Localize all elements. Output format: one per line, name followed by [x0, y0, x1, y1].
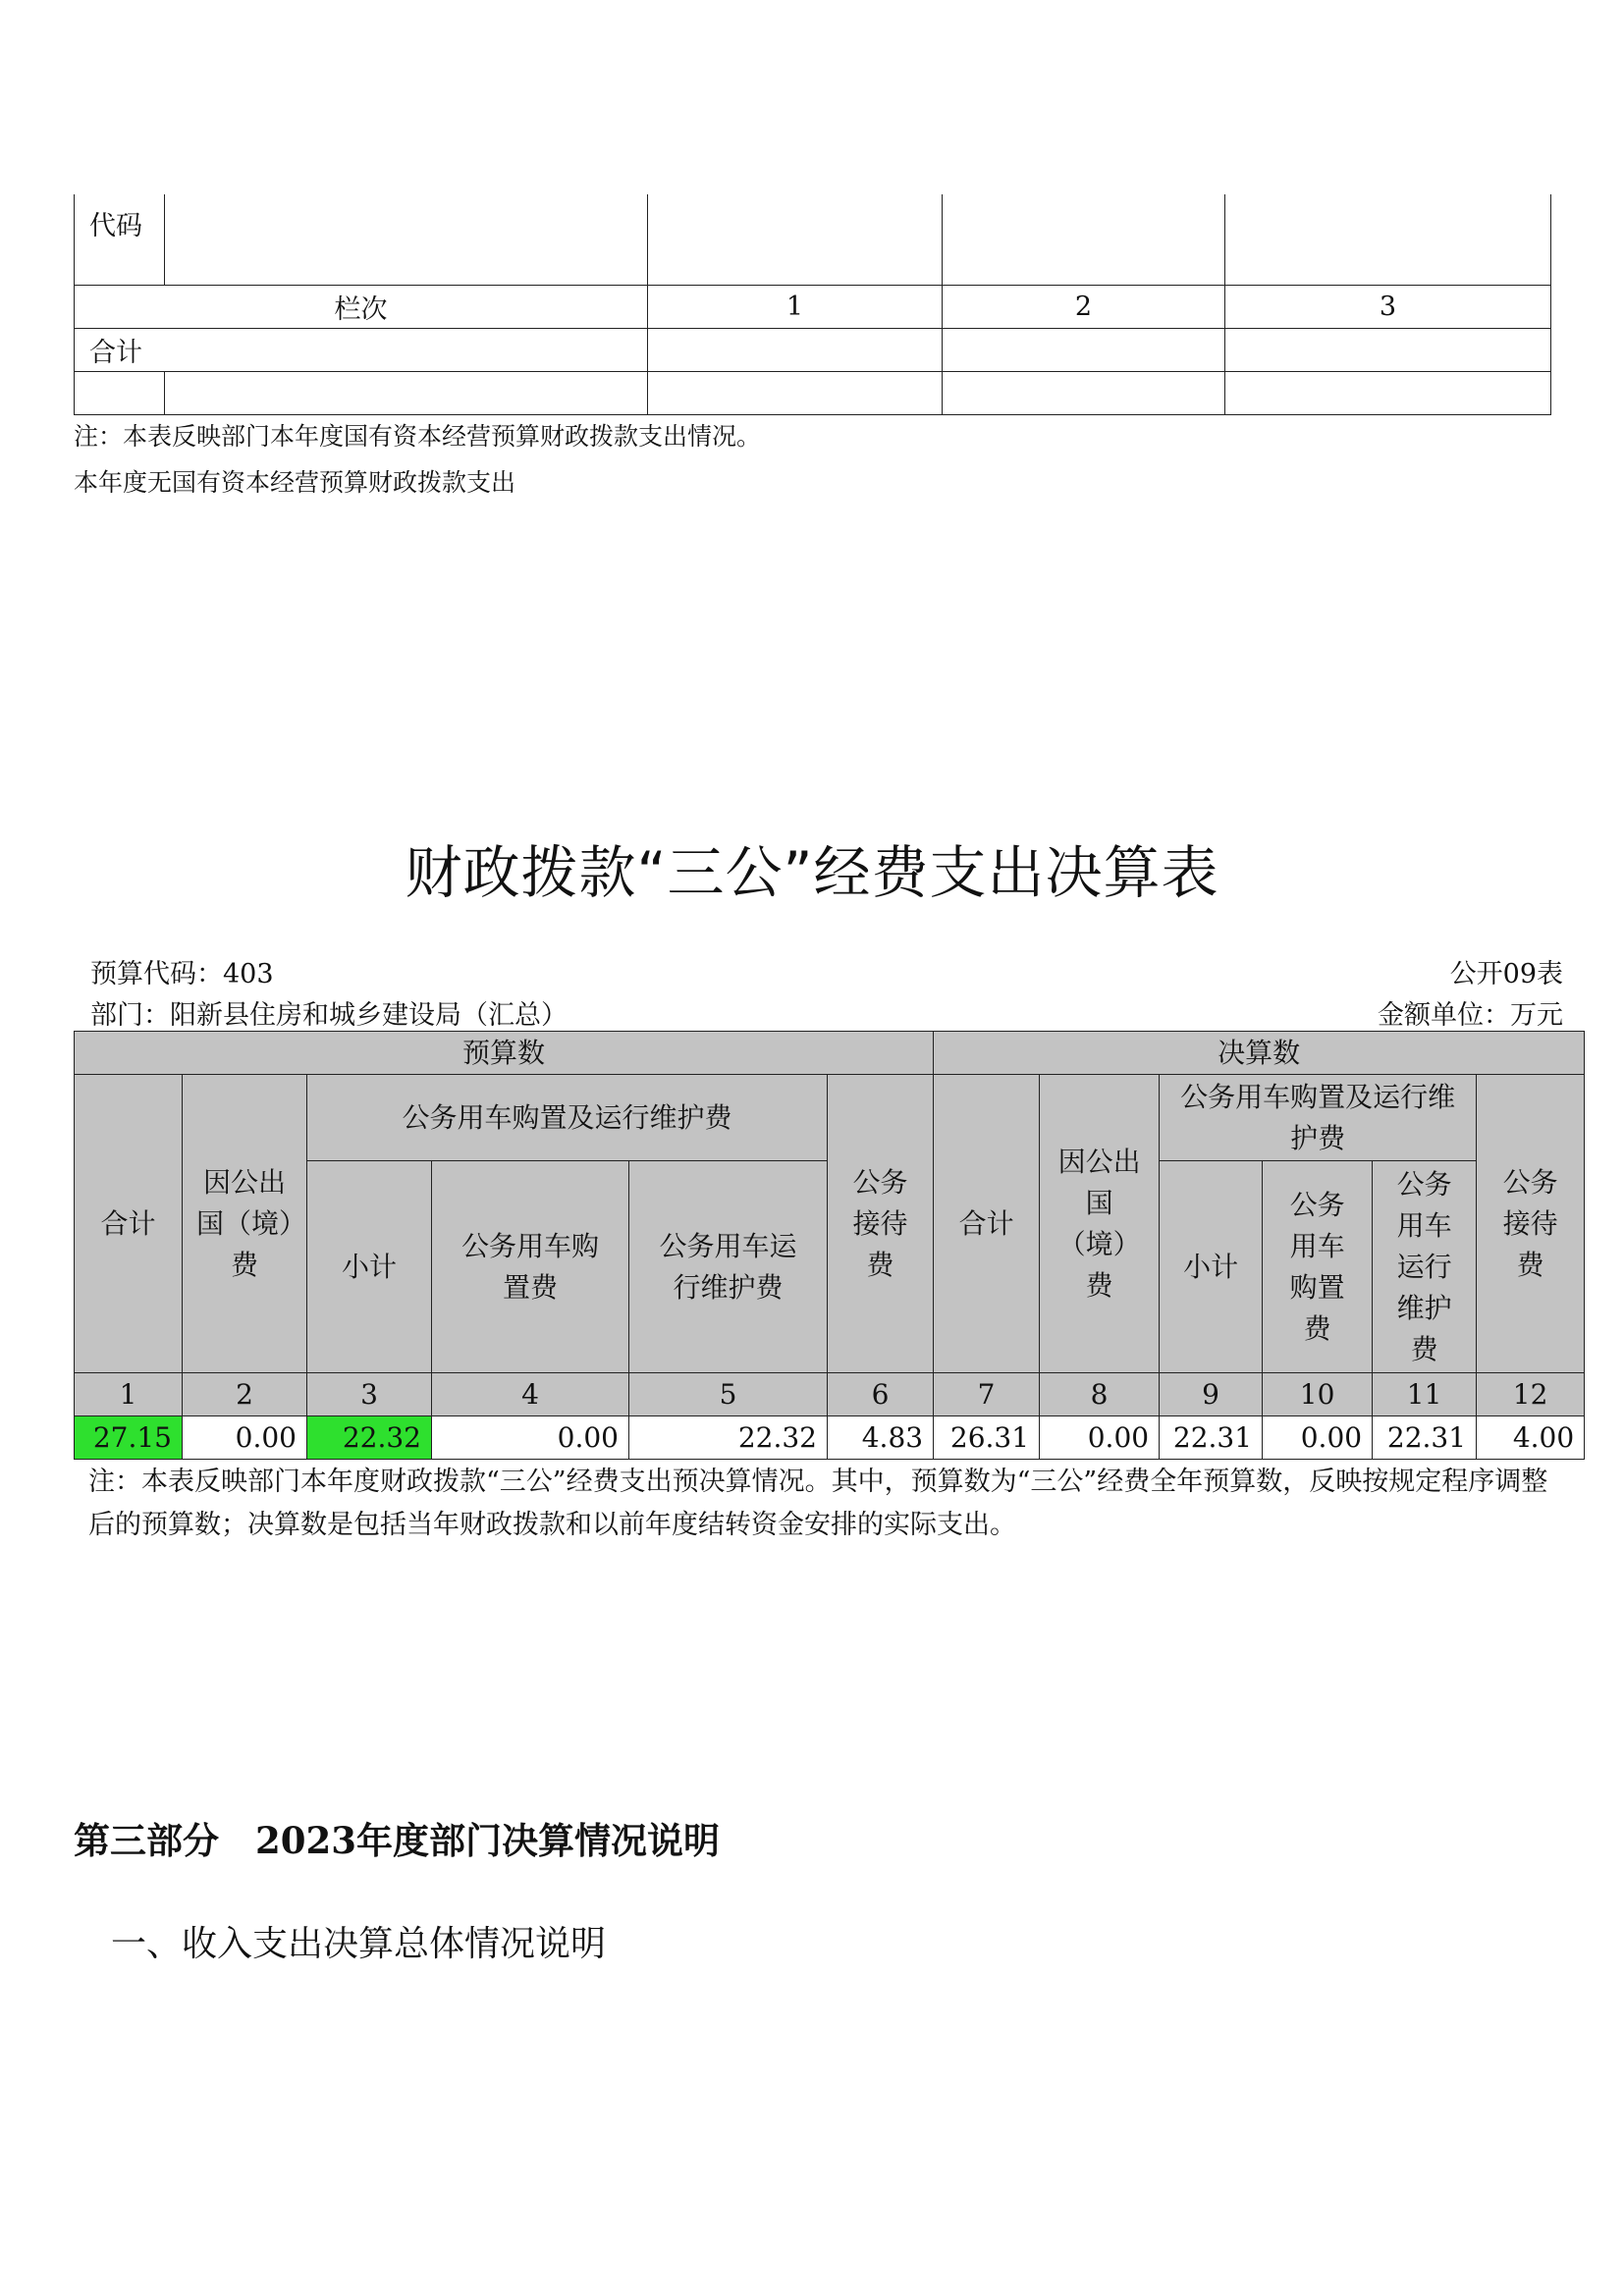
- budget-header: 预算数: [75, 1032, 934, 1075]
- col-number: 10: [1263, 1373, 1373, 1416]
- final-subtotal-header: 小计: [1160, 1161, 1263, 1373]
- code-label: 代码: [89, 211, 142, 241]
- budget-total-header: 合计: [75, 1075, 183, 1373]
- col-number: 3: [1225, 285, 1551, 328]
- final-header: 决算数: [934, 1032, 1585, 1075]
- department-label: 部门：阳新县住房和城乡建设局（汇总）: [90, 1000, 568, 1031]
- col-number: 11: [1373, 1373, 1477, 1416]
- value-cell: 0.00: [432, 1416, 629, 1460]
- final-car-purchase-header: 公务用车购置费: [1263, 1161, 1373, 1373]
- col-number: 2: [183, 1373, 307, 1416]
- value-cell: 22.31: [1160, 1416, 1263, 1460]
- value-cell: 0.00: [1040, 1416, 1160, 1460]
- table-note: 注：本表反映部门本年度财政拨款“三公”经费支出预决算情况。其中，预算数为“三公”经费全年预算数，反映按规定程序调整后的预算数；决算数是包括当年财政拨款和以前年度结转资金安排的实际支出。: [88, 1467, 1548, 1540]
- unit-label: 金额单位：万元: [1378, 1000, 1563, 1031]
- budget-subtotal-header: 小计: [307, 1161, 432, 1373]
- value-cell: 22.32: [307, 1416, 432, 1460]
- value-cell: 26.31: [934, 1416, 1040, 1460]
- final-car-group-header: 公务用车购置及运行维护费: [1160, 1075, 1477, 1161]
- budget-abroad-header: 因公出国（境）费: [183, 1075, 307, 1373]
- col-number: 2: [943, 285, 1225, 328]
- col-number: 7: [934, 1373, 1040, 1416]
- value-cell: 0.00: [1263, 1416, 1373, 1460]
- col-number: 3: [307, 1373, 432, 1416]
- value-cell: 22.31: [1373, 1416, 1477, 1460]
- value-cell: 22.32: [629, 1416, 828, 1460]
- final-abroad-header: 因公出国（境）费: [1040, 1075, 1160, 1373]
- budget-code: 预算代码：403: [90, 959, 274, 989]
- col-number: 1: [75, 1373, 183, 1416]
- col-number: 12: [1477, 1373, 1585, 1416]
- value-cell: 4.00: [1477, 1416, 1585, 1460]
- final-total-header: 合计: [934, 1075, 1040, 1373]
- budget-reception-header: 公务接待费: [828, 1075, 934, 1373]
- form-number: 公开09表: [1449, 959, 1563, 989]
- total-label: 合计: [75, 328, 648, 371]
- section-heading: 第三部分 2023年度部门决算情况说明: [74, 1819, 720, 1862]
- page-title: 财政拨款“三公”经费支出决算表: [405, 839, 1219, 906]
- value-cell: 27.15: [75, 1416, 183, 1460]
- prev-table-note: 注：本表反映部门本年度国有资本经营预算财政拨款支出情况。: [74, 422, 762, 451]
- prev-table-note-2: 本年度无国有资本经营预算财政拨款支出: [74, 468, 516, 497]
- final-car-run-header: 公务用车运行维护费: [1373, 1161, 1477, 1373]
- value-cell: 0.00: [183, 1416, 307, 1460]
- sangong-table: [74, 1031, 1585, 1460]
- lanci-label: 栏次: [75, 285, 648, 328]
- final-reception-header: 公务接待费: [1477, 1075, 1585, 1373]
- subsection-heading: 一、收入支出决算总体情况说明: [111, 1924, 607, 1964]
- col-number: 9: [1160, 1373, 1263, 1416]
- budget-car-run-header: 公务用车运行维护费: [629, 1161, 828, 1373]
- col-number: 8: [1040, 1373, 1160, 1416]
- value-cell: 4.83: [828, 1416, 934, 1460]
- budget-car-group-header: 公务用车购置及运行维护费: [307, 1075, 828, 1161]
- col-number: 5: [629, 1373, 828, 1416]
- prev-table: [74, 194, 1551, 415]
- col-number: 4: [432, 1373, 629, 1416]
- code-label-cell: [75, 194, 165, 285]
- budget-car-purchase-header: 公务用车购置费: [432, 1161, 629, 1373]
- col-number: 6: [828, 1373, 934, 1416]
- col-number: 1: [648, 285, 943, 328]
